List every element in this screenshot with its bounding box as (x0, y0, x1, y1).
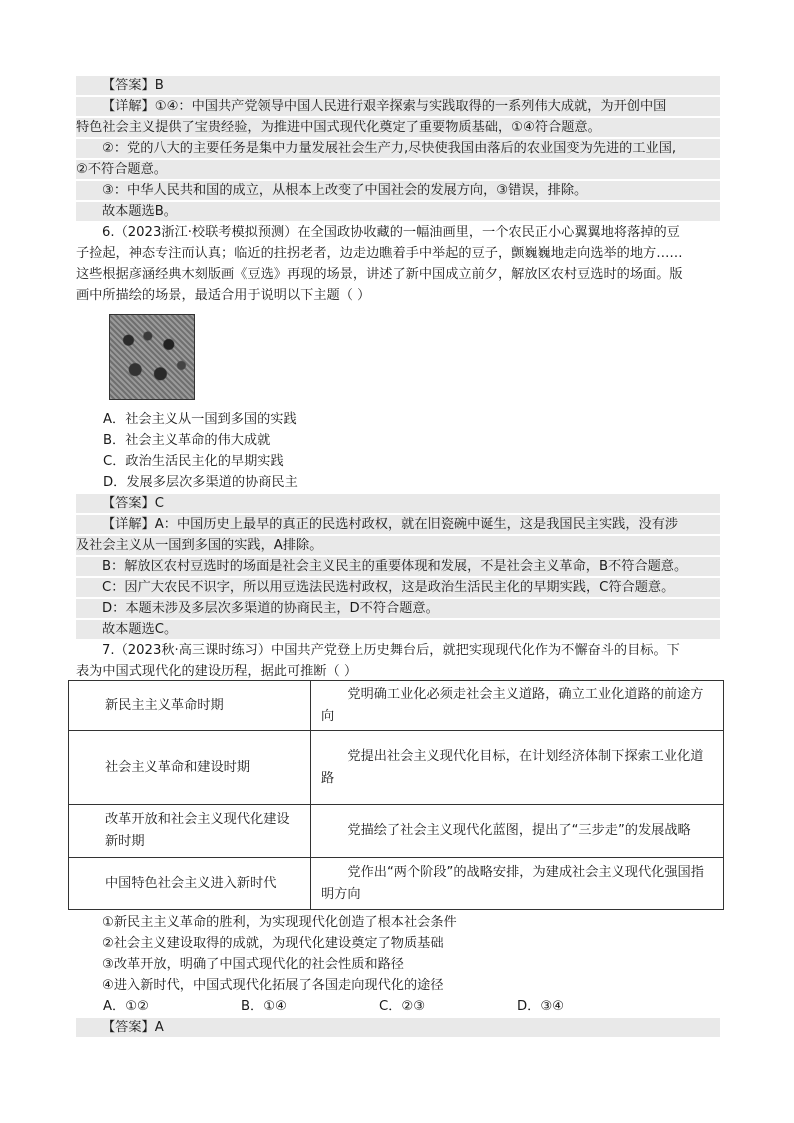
table-row (69, 681, 724, 731)
statement-1: ①新民主主义革命的胜利，为实现现代化创造了根本社会条件 (102, 915, 457, 930)
choice-a: A．①② (103, 999, 149, 1014)
answer-choices (103, 997, 747, 1016)
explanation-line: 及社会主义从一国到多国的实践，A排除。 (76, 536, 720, 555)
explanation-line: ②不符合题意。 (76, 160, 720, 179)
answer-label: 【答案】C (76, 494, 720, 513)
question-7-stem: 7.（2023秋·高三课时练习）中国共产党登上历史舞台后，就把实现现代化作为不懈奋斗的目标。下 (102, 643, 680, 658)
explanation-line: ③：中华人民共和国的成立，从根本上改变了中国社会的发展方向，③错误，排除。 (76, 181, 720, 200)
table-row (69, 805, 724, 858)
explanation-line: B：解放区农村豆选时的场面是社会主义民主的重要体现和发展，不是社会主义革命，B不符合题意。 (76, 557, 720, 576)
statement-4: ④进入新时代，中国式现代化拓展了各国走向现代化的途径 (102, 978, 444, 993)
table-row (69, 858, 724, 910)
statement-2: ②社会主义建设取得的成就，为现代化建设奠定了物质基础 (102, 936, 444, 951)
question-6-stem: 6.（2023浙江·校联考模拟预测）在全国政协收藏的一幅油画里，一个农民正小心翼翼地将落掉的豆 (102, 225, 680, 240)
description-cell: 党明确工业化必须走社会主义道路，确立工业化道路的前途方向 (311, 681, 724, 731)
explanation-line: 特色社会主义提供了宝贵经验，为推进中国式现代化奠定了重要物质基础，①④符合题意。 (76, 118, 720, 137)
statement-3: ③改革开放，明确了中国式现代化的社会性质和路径 (102, 957, 404, 972)
option-c: C．政治生活民主化的早期实践 (103, 454, 284, 469)
choice-b: B．①④ (241, 999, 287, 1014)
question-6-stem: 这些根据彦涵经典木刻版画《豆选》再现的场景，讲述了新中国成立前夕，解放区农村豆选时的场面。版 (76, 267, 683, 282)
period-cell: 新民主主义革命时期 (69, 681, 311, 731)
choice-c: C．②③ (379, 999, 426, 1014)
description-cell: 党作出“两个阶段”的战略安排，为建成社会主义现代化强国指明方向 (311, 858, 724, 910)
question-6-stem: 画中所描绘的场景，最适合用于说明以下主题（ ） (76, 288, 371, 303)
answer-label: 【答案】B (76, 76, 720, 95)
description-cell: 党描绘了社会主义现代化蓝图，提出了“三步走”的发展战略 (311, 805, 724, 858)
explanation-line: 【详解】A：中国历史上最早的真正的民选村政权，就在旧瓷碗中诞生，这是我国民主实践，没有涉 (76, 515, 720, 534)
period-cell: 改革开放和社会主义现代化建设新时期 (69, 805, 311, 858)
question-6-stem: 子捡起，神态专注而认真；临近的拄拐老者，边走边瞧着手中举起的豆子，颤巍巍地走向选举的地方…… (76, 246, 683, 261)
modernization-history-table (68, 680, 724, 910)
period-cell: 社会主义革命和建设时期 (69, 731, 311, 805)
option-b: B．社会主义革命的伟大成就 (103, 433, 271, 448)
woodcut-print-image (109, 314, 195, 400)
description-cell: 党提出社会主义现代化目标，在计划经济体制下探索工业化道路 (311, 731, 724, 805)
answer-label: 【答案】A (76, 1018, 720, 1037)
table-row (69, 731, 724, 805)
option-d: D．发展多层次多渠道的协商民主 (103, 475, 298, 490)
conclusion-line: 故本题选C。 (76, 620, 720, 639)
choice-d: D．③④ (517, 999, 564, 1014)
conclusion-line: 故本题选B。 (76, 202, 720, 221)
option-a: A．社会主义从一国到多国的实践 (103, 412, 297, 427)
explanation-line: C：因广大农民不识字，所以用豆选法民选村政权，这是政治生活民主化的早期实践，C符合题意。 (76, 578, 720, 597)
explanation-line: D：本题未涉及多层次多渠道的协商民主，D不符合题意。 (76, 599, 720, 618)
period-cell: 中国特色社会主义进入新时代 (69, 858, 311, 910)
question-7-stem: 表为中国式现代化的建设历程，据此可推断（ ） (76, 664, 358, 679)
explanation-line: 【详解】①④：中国共产党领导中国人民进行艰辛探索与实践取得的一系列伟大成就，为开创中国 (76, 97, 720, 116)
explanation-line: ②：党的八大的主要任务是集中力量发展社会生产力,尽快使我国由落后的农业国变为先进的工业国, (76, 139, 720, 158)
